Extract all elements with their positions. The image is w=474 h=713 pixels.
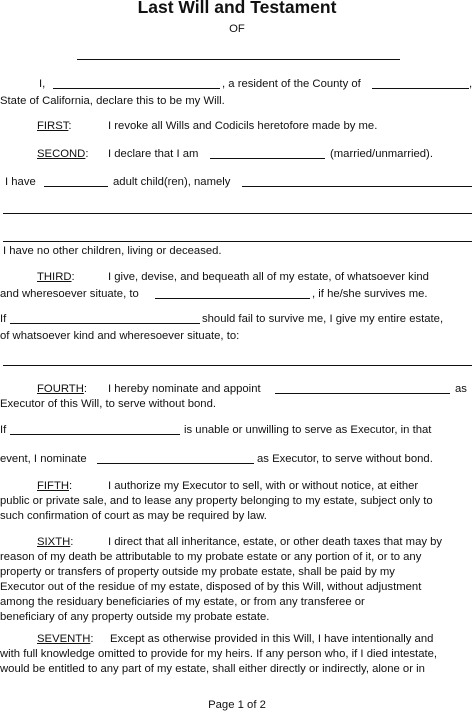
sixth-colon: : xyxy=(70,536,74,548)
seventh-label: SEVENTH xyxy=(37,633,91,645)
marital-status-blank[interactable] xyxy=(210,158,325,159)
county-blank[interactable] xyxy=(372,88,469,89)
third-if: If xyxy=(0,313,7,325)
first-text: I revoke all Wills and Codicils heretofore made by me. xyxy=(108,120,378,132)
third-line2a: and wheresoever situate, to xyxy=(0,288,139,300)
seventh-line-1: Except as otherwise provided in this Will, I have intentionally and xyxy=(110,633,434,645)
beneficiary-blank[interactable] xyxy=(155,298,310,299)
no-other-children: I have no other children, living or deceased. xyxy=(3,245,222,257)
intro-state: State of California, declare this to be my Will. xyxy=(0,95,225,107)
second-colon: : xyxy=(85,148,89,160)
seventh-line-2: with full knowledge omitted to provide for my heirs. If any person who, if I died intestate, xyxy=(0,648,438,660)
fourth-event: event, I nominate xyxy=(0,453,87,465)
fourth-as: as xyxy=(455,383,467,395)
seventh-colon: : xyxy=(90,633,94,645)
adult-children-label: adult child(ren), namely xyxy=(113,176,231,188)
first-colon: : xyxy=(68,120,72,132)
sixth-line-3: property or transfers of property outside my probate estate, shall be paid by my xyxy=(0,566,395,578)
executor-name-blank[interactable] xyxy=(10,434,180,435)
children-count-blank[interactable] xyxy=(44,186,108,187)
sixth-line-4: Executor out of the residue of my estate, disposed of by this Will, without adjustment xyxy=(0,581,422,593)
sixth-line-6: beneficiary of any property outside my probate estate. xyxy=(0,611,270,623)
seventh-heading xyxy=(37,633,94,646)
testator-name-blank[interactable] xyxy=(77,59,400,60)
fourth-as-exec: as Executor, to serve without bond. xyxy=(257,453,433,465)
sixth-heading xyxy=(37,536,73,549)
third-colon: : xyxy=(71,271,75,283)
intro-resident: , a resident of the County of xyxy=(222,78,361,90)
i-have-label: I have xyxy=(5,176,36,188)
intro-i: I, xyxy=(39,78,46,90)
sixth-line-1: I direct that all inheritance, estate, or other death taxes that may by xyxy=(108,536,443,548)
sixth-line-2: reason of my death be attributable to my probate estate or any portion of it, or to any xyxy=(0,551,422,563)
children-names-blank-2[interactable] xyxy=(3,213,472,214)
second-status: (married/unmarried). xyxy=(330,148,433,160)
fifth-line-1: I authorize my Executor to sell, with or without notice, at either xyxy=(108,480,419,492)
third-heading xyxy=(37,271,75,284)
second-heading xyxy=(37,148,88,161)
document-title: Last Will and Testament xyxy=(137,0,337,17)
alternate-beneficiary-blank[interactable] xyxy=(3,365,472,366)
third-text: I give, devise, and bequeath all of my estate, of whatsoever kind xyxy=(108,271,429,283)
third-line2b: , if he/she survives me. xyxy=(312,288,428,300)
second-text: I declare that I am xyxy=(108,148,199,160)
fourth-line2: Executor of this Will, to serve without bond. xyxy=(0,398,216,410)
fourth-colon: : xyxy=(83,383,87,395)
children-names-blank-1[interactable] xyxy=(242,186,472,187)
beneficiary-name-blank[interactable] xyxy=(10,323,200,324)
fifth-line-3: such confirmation of court as may be required by law. xyxy=(0,510,267,522)
fifth-line-2: public or private sale, and to lease any property belonging to my estate, subject only to xyxy=(0,495,433,507)
name-blank[interactable] xyxy=(53,88,220,89)
children-names-blank-3[interactable] xyxy=(3,241,472,242)
second-label: SECOND xyxy=(37,148,86,160)
page-number: Page 1 of 2 xyxy=(208,699,266,711)
fifth-colon: : xyxy=(69,480,73,492)
first-label: FIRST xyxy=(37,120,69,132)
third-label: THIRD xyxy=(37,271,72,283)
of-label: OF xyxy=(229,23,245,35)
third-line4: of whatsoever kind and wheresoever situate, to: xyxy=(0,330,240,342)
first-heading xyxy=(37,120,72,133)
fourth-unable: is unable or unwilling to serve as Executor, in that xyxy=(184,424,432,436)
alternate-executor-blank[interactable] xyxy=(97,463,254,464)
fourth-label: FOURTH xyxy=(37,383,84,395)
intro-comma: , xyxy=(469,78,473,90)
third-fail: should fail to survive me, I give my entire estate, xyxy=(202,313,444,325)
fourth-text: I hereby nominate and appoint xyxy=(108,383,261,395)
fifth-heading xyxy=(37,480,72,493)
fourth-heading xyxy=(37,383,87,396)
sixth-label: SIXTH xyxy=(37,536,71,548)
executor-blank[interactable] xyxy=(275,393,450,394)
sixth-line-5: among the residuary beneficiaries of my estate, or from any transferee or xyxy=(0,596,365,608)
fifth-label: FIFTH xyxy=(37,480,69,492)
fourth-if: If xyxy=(0,424,7,436)
seventh-line-3: would be entitled to any part of my estate, shall either directly or indirectly, alone or in xyxy=(0,663,425,675)
